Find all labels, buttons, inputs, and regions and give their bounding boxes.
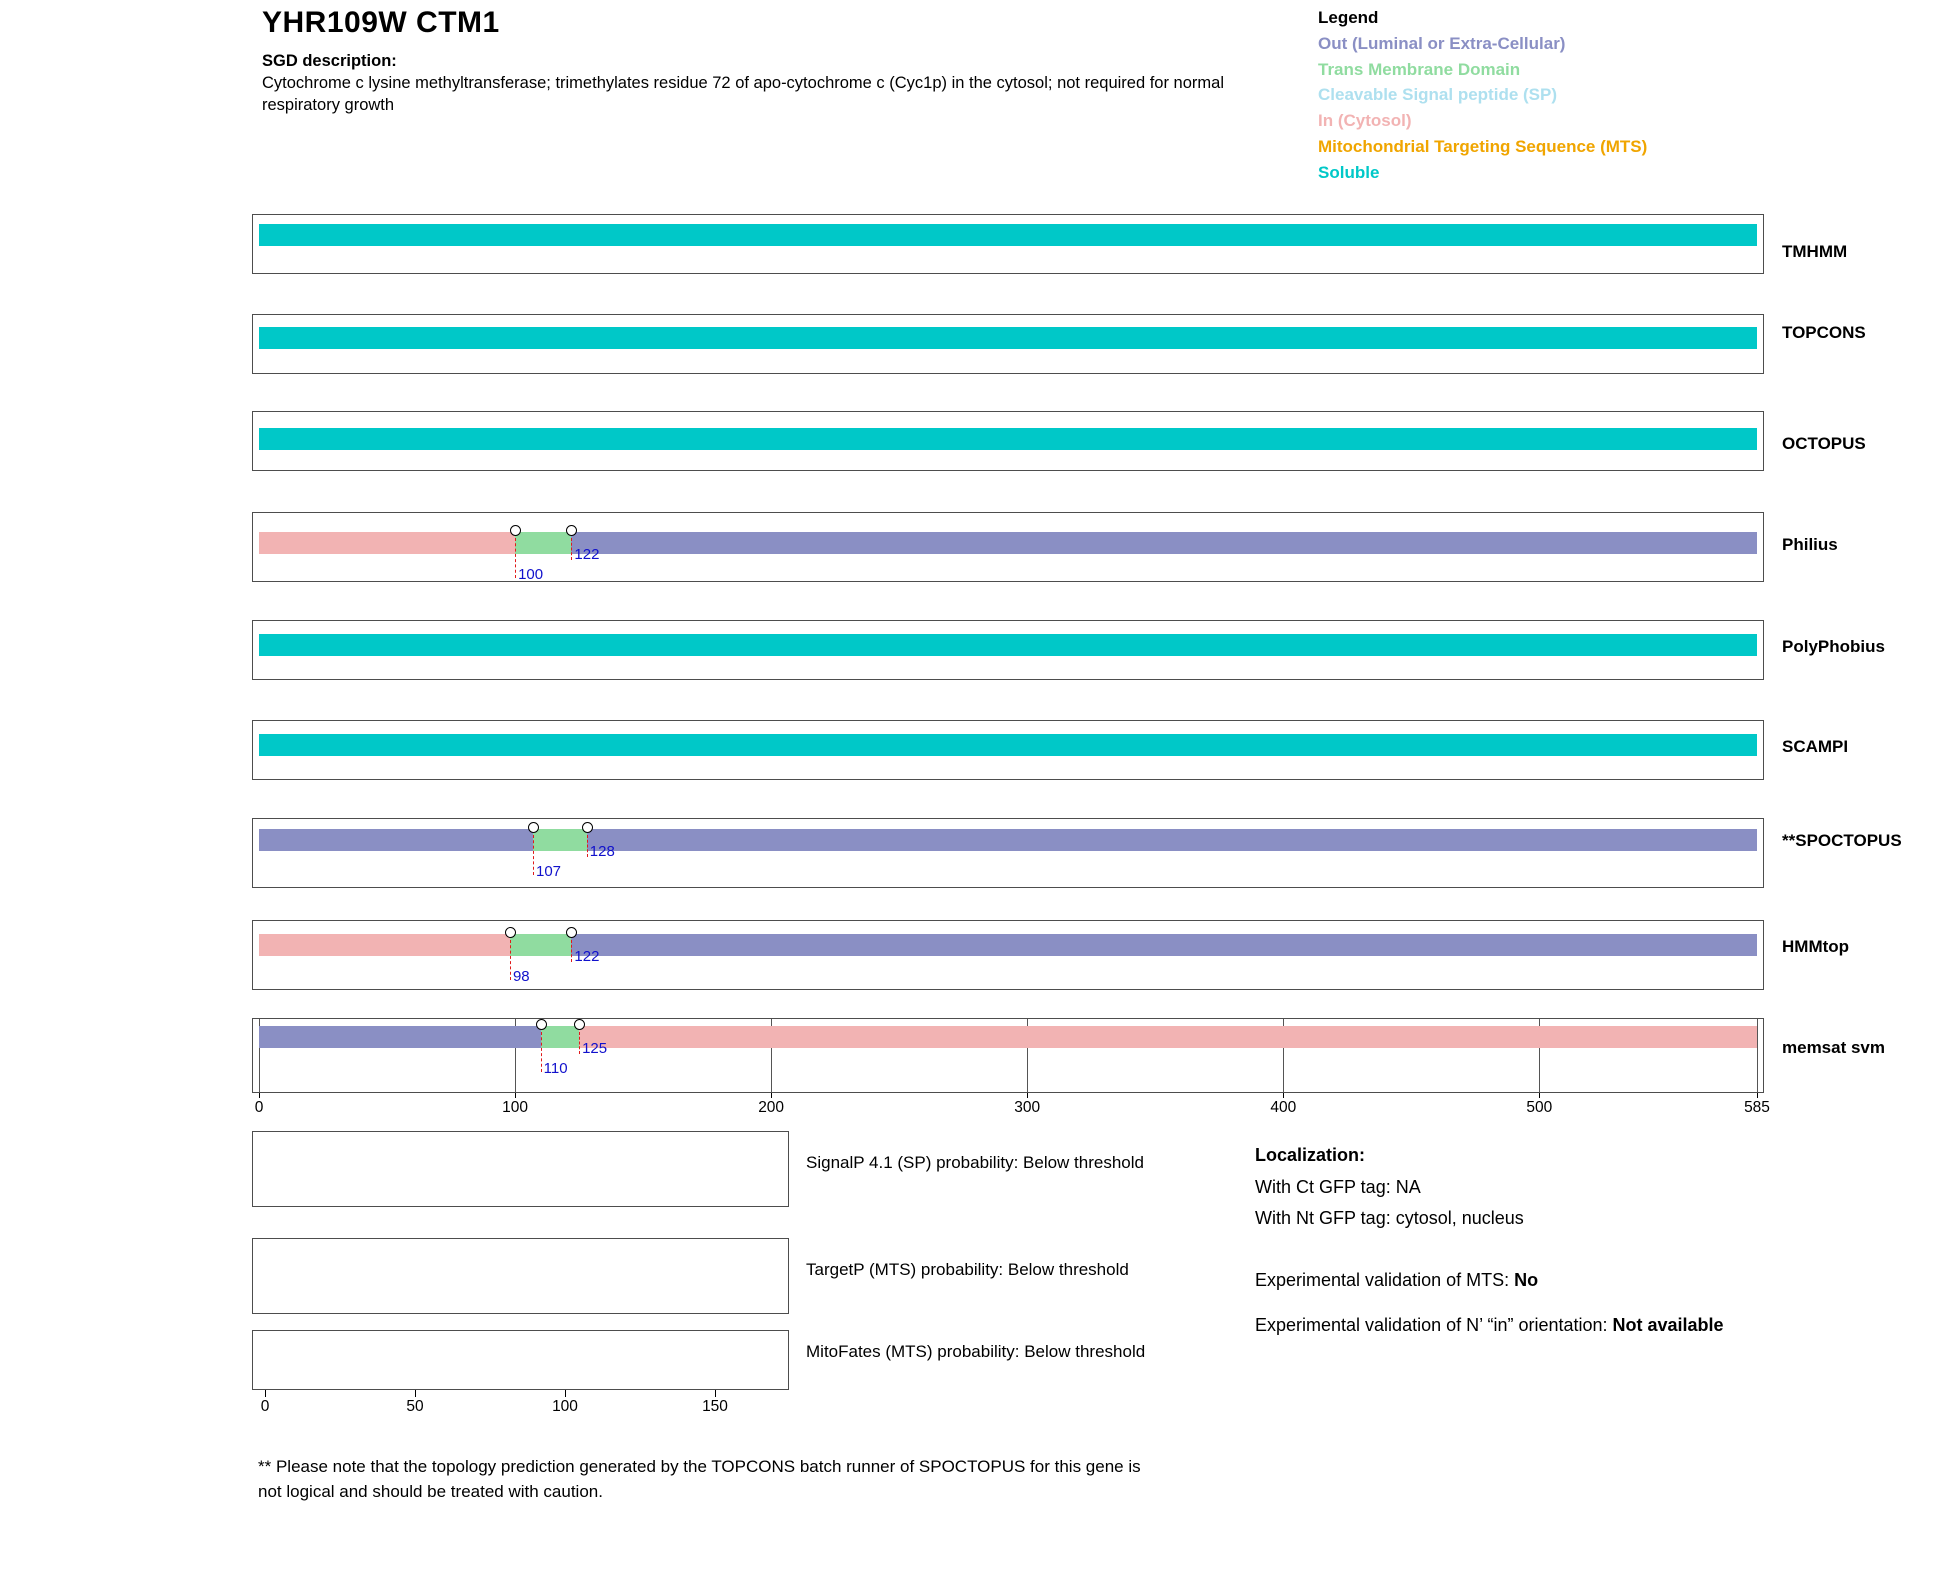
segment-tmd <box>515 532 571 554</box>
legend-item-out: Out (Luminal or Extra-Cellular) <box>1318 33 1566 53</box>
boundary-label: 107 <box>535 863 562 880</box>
axis-tick-label: 300 <box>1014 1099 1041 1116</box>
axis-tick-label: 500 <box>1526 1099 1553 1116</box>
targetp-caption: TargetP (MTS) probability: Below threshold <box>806 1260 1129 1279</box>
mito-axis-tick <box>715 1390 716 1397</box>
segment-tmd <box>510 934 571 956</box>
mts-validation <box>1255 1265 1895 1297</box>
legend-title: Legend <box>1318 8 1379 27</box>
axis-tick-label: 100 <box>502 1099 528 1116</box>
track-label-memsat-svm: memsat svm <box>1782 1038 1886 1057</box>
segment-out <box>587 829 1757 851</box>
segment-soluble <box>259 428 1757 450</box>
track-label-spoctopus: **SPOCTOPUS <box>1782 831 1902 850</box>
axis-tick-label: 200 <box>758 1099 785 1116</box>
footnote: ** Please note that the topology prediction generated by the TOPCONS batch runner of SPOCTOPUS for this gene is not logical and should be treated with caution. <box>258 1457 1141 1501</box>
boundary-label: 98 <box>512 968 530 985</box>
legend-item-mts: Mitochondrial Targeting Sequence (MTS) <box>1318 137 1648 157</box>
segment-soluble <box>259 734 1757 756</box>
boundary-marker <box>574 1019 585 1030</box>
boundary-line <box>510 940 511 980</box>
boundary-label: 122 <box>574 546 600 563</box>
boundary-marker <box>582 822 593 833</box>
track-label-topcons: TOPCONS <box>1782 323 1866 342</box>
localization-nt-gfp: With Nt GFP tag: cytosol, nucleus <box>1255 1208 1524 1228</box>
track-bar-topcons <box>259 327 1757 349</box>
segment-out <box>259 829 533 851</box>
segment-in <box>259 934 510 956</box>
track-bar-polyphobius <box>259 634 1757 656</box>
track-label-scampi: SCAMPI <box>1782 737 1849 756</box>
sgd-description-text: Cytochrome c lysine methyltransferase; trimethylates residue 72 of apo-cytochrome c (Cyc1p) in the cytosol; not required for normal respiratory growth <box>262 74 1224 115</box>
axis-tick-label: 585 <box>1744 1099 1770 1116</box>
segment-in <box>579 1026 1757 1048</box>
mitofates-plot <box>252 1330 789 1390</box>
segment-out <box>571 934 1757 956</box>
targetp-plot <box>252 1238 789 1314</box>
signalp-caption: SignalP 4.1 (SP) probability: Below threshold <box>806 1153 1144 1172</box>
page-title: YHR109W CTM1 <box>262 6 500 39</box>
mito-axis-tick <box>565 1390 566 1397</box>
track-label-tmhmm: TMHMM <box>1782 242 1848 261</box>
orientation-validation-value: Not available <box>1612 1315 1724 1335</box>
mito-axis-tick-label: 100 <box>552 1398 578 1415</box>
legend-item-sp: Cleavable Signal peptide (SP) <box>1318 85 1558 105</box>
legend-item-tmd: Trans Membrane Domain <box>1318 59 1521 79</box>
mitofates-caption: MitoFates (MTS) probability: Below threshold <box>806 1342 1146 1361</box>
legend <box>1318 5 1647 186</box>
boundary-label: 110 <box>543 1060 568 1077</box>
segment-soluble <box>259 327 1757 349</box>
localization-ct-gfp: With Ct GFP tag: NA <box>1255 1176 1421 1197</box>
boundary-marker <box>528 822 539 833</box>
mts-validation-value: No <box>1514 1269 1539 1290</box>
segment-soluble <box>259 634 1757 656</box>
track-bar-scampi <box>259 734 1757 756</box>
signalp-plot <box>252 1131 789 1207</box>
track-bar-philius <box>259 532 1757 583</box>
mito-axis-tick-label: 50 <box>406 1398 424 1415</box>
track-bar-octopus <box>259 428 1757 450</box>
mito-axis-tick <box>265 1390 266 1397</box>
track-label-polyphobius: PolyPhobius <box>1782 637 1885 656</box>
localization-panel <box>1255 1140 1895 1342</box>
track-bar-spoctopus <box>259 829 1757 880</box>
mito-axis-tick-label: 150 <box>702 1398 728 1415</box>
axis-tick-label: 0 <box>254 1099 264 1116</box>
boundary-line <box>579 1032 580 1054</box>
track-label-philius: Philius <box>1782 535 1838 554</box>
boundary-marker <box>505 927 516 938</box>
mts-validation-label: Experimental validation of MTS: <box>1255 1269 1515 1290</box>
segment-out <box>571 532 1757 554</box>
track-bar-tmhmm <box>259 224 1757 246</box>
axis-tick-label: 400 <box>1270 1099 1297 1116</box>
orientation-validation-label: Experimental validation of N’ “in” orientation: <box>1255 1315 1613 1335</box>
track-bar-hmmtop <box>259 934 1757 985</box>
orientation-validation <box>1255 1310 1875 1342</box>
boundary-line <box>571 538 572 560</box>
sgd-description-label: SGD description: <box>262 52 397 70</box>
boundary-label: 125 <box>582 1040 608 1057</box>
legend-item-soluble: Soluble <box>1318 162 1380 182</box>
gridline <box>1757 1019 1758 1092</box>
boundary-line <box>587 835 588 857</box>
segment-tmd <box>533 829 587 851</box>
boundary-line <box>541 1032 542 1072</box>
track-label-hmmtop: HMMtop <box>1782 937 1850 956</box>
mito-axis-tick-label: 0 <box>260 1398 270 1415</box>
legend-item-in: In (Cytosol) <box>1318 111 1412 131</box>
boundary-line <box>571 940 572 962</box>
mito-axis-tick <box>415 1390 416 1397</box>
segment-in <box>259 532 515 554</box>
track-bar-memsat-svm <box>259 1026 1757 1077</box>
boundary-line <box>515 538 516 578</box>
segment-soluble <box>259 224 1757 246</box>
track-label-octopus: OCTOPUS <box>1782 434 1866 453</box>
boundary-line <box>533 835 534 875</box>
segment-out <box>259 1026 541 1048</box>
boundary-label: 100 <box>518 566 544 583</box>
boundary-label: 128 <box>589 843 615 860</box>
segment-tmd <box>541 1026 579 1048</box>
mitofates-axis <box>260 1390 790 1416</box>
boundary-label: 122 <box>574 948 600 965</box>
boundary-marker <box>510 525 521 536</box>
boundary-marker <box>536 1019 547 1030</box>
localization-title: Localization: <box>1255 1145 1366 1165</box>
protein-position-axis <box>254 1090 1770 1120</box>
